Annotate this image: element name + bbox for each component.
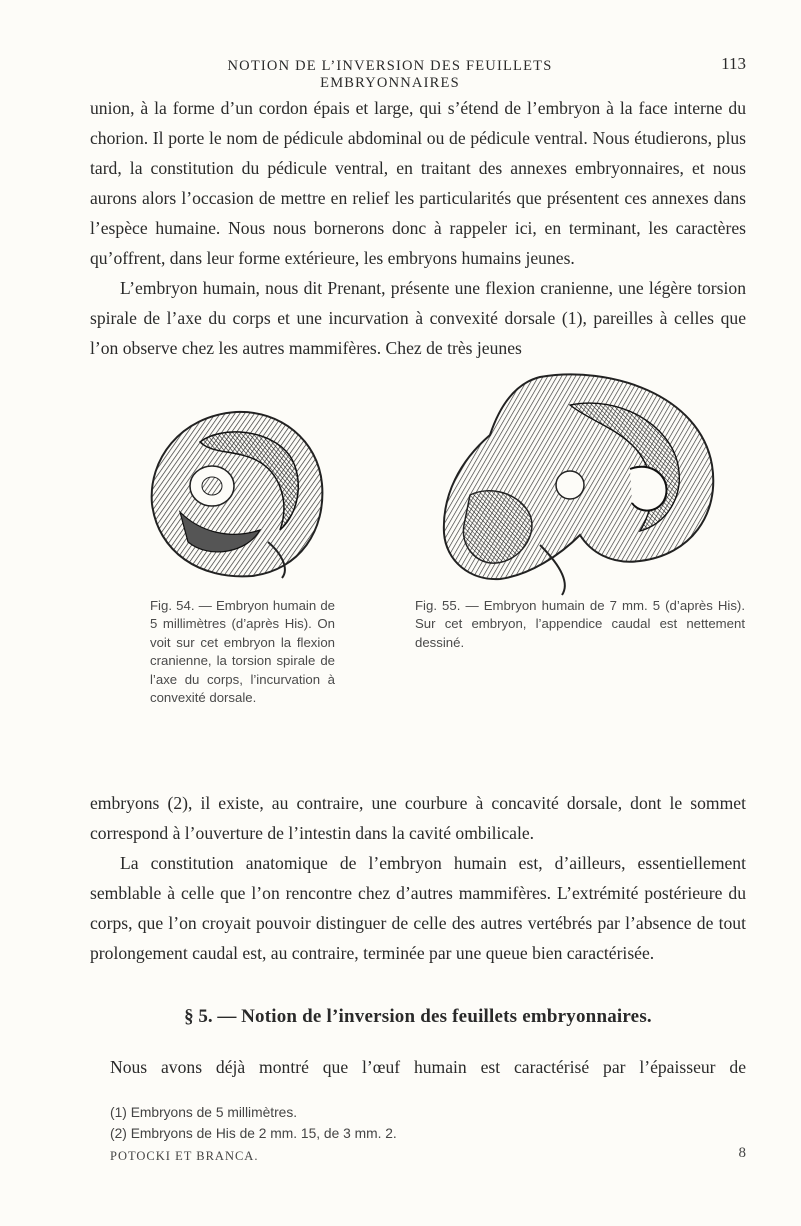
body-paragraph-1: union, à la forme d’un cordon épais et large, qui s’étend de l’embryon à la face interne du chorion. Il porte le nom de pédicule abdominal ou de pédicule ventral. Nous étudierons, plus tard, la constitution du pédicule ventral, en traitant des annexes embryonnaires, et nous aurons alors l’occasion de mettre en relief les particularités que présentent ces annexes dans l’espèce humaine. Nous nous bornerons donc à rappeler ici, en terminant, les caractères qu’offrent, dans leur forme extérieure, les embryons humains jeunes. [90, 98, 746, 269]
section-number: § 5. — [184, 1006, 237, 1027]
body-paragraph-3: embryons (2), il existe, au contraire, une courbure à concavité dorsale, dont le sommet correspond à l’ouverture de l’intestin dans la cavité ombilicale. [90, 793, 746, 844]
section-title: Notion de l’inversion des feuillets embryonnaires. [241, 1006, 652, 1027]
body-paragraph-2: L’embryon humain, nous dit Prenant, présente une flexion cranienne, une légère torsion spirale de l’axe du corps et une incurvation à convexité dorsale (1), pareilles à celles que l’on observe chez les autres mammifères. Chez de très jeunes [90, 278, 746, 359]
figure-54-embryo-illustration [140, 402, 332, 582]
figure-55-embryo-illustration [420, 365, 720, 597]
page-number: 113 [721, 54, 746, 73]
section-heading [90, 1006, 746, 1028]
signature-mark: 8 [738, 1145, 746, 1161]
running-head: NOTION DE L’INVERSION DES FEUILLETS EMBRYONNAIRES [227, 58, 553, 91]
body-paragraph-4: La constitution anatomique de l’embryon humain est, d’ailleurs, essentiellement semblable à celle que l’on rencontre chez d’autres mammifères. L’extrémité postérieure du corps, que l’on croyait pouvoir distinguer de celle des autres vertébrés par l’absence de tout prolongement caudal est, au contraire, terminée par une queue bien caractérisée. [90, 853, 746, 964]
figure-54-caption: Fig. 54. — Embryon humain de 5 millimètres (d’après His). On voit sur cet embryon la flexion cranienne, la torsion spirale de l’axe du corps, l’incurvation à convexité dorsale. [150, 598, 335, 706]
figure-55-caption: Fig. 55. — Embryon humain de 7 mm. 5 (d’après His). Sur cet embryon, l’appendice caudal est nettement dessiné. [415, 598, 745, 650]
footnote-2: (2) Embryons de His de 2 mm. 15, de 3 mm. 2. [110, 1126, 397, 1141]
body-paragraph-5: Nous avons déjà montré que l’œuf humain est caractérisé par l’épaisseur de [110, 1057, 746, 1077]
footnote-1: (1) Embryons de 5 millimètres. [110, 1105, 298, 1120]
signature-line: POTOCKI ET BRANCA. [110, 1149, 259, 1163]
